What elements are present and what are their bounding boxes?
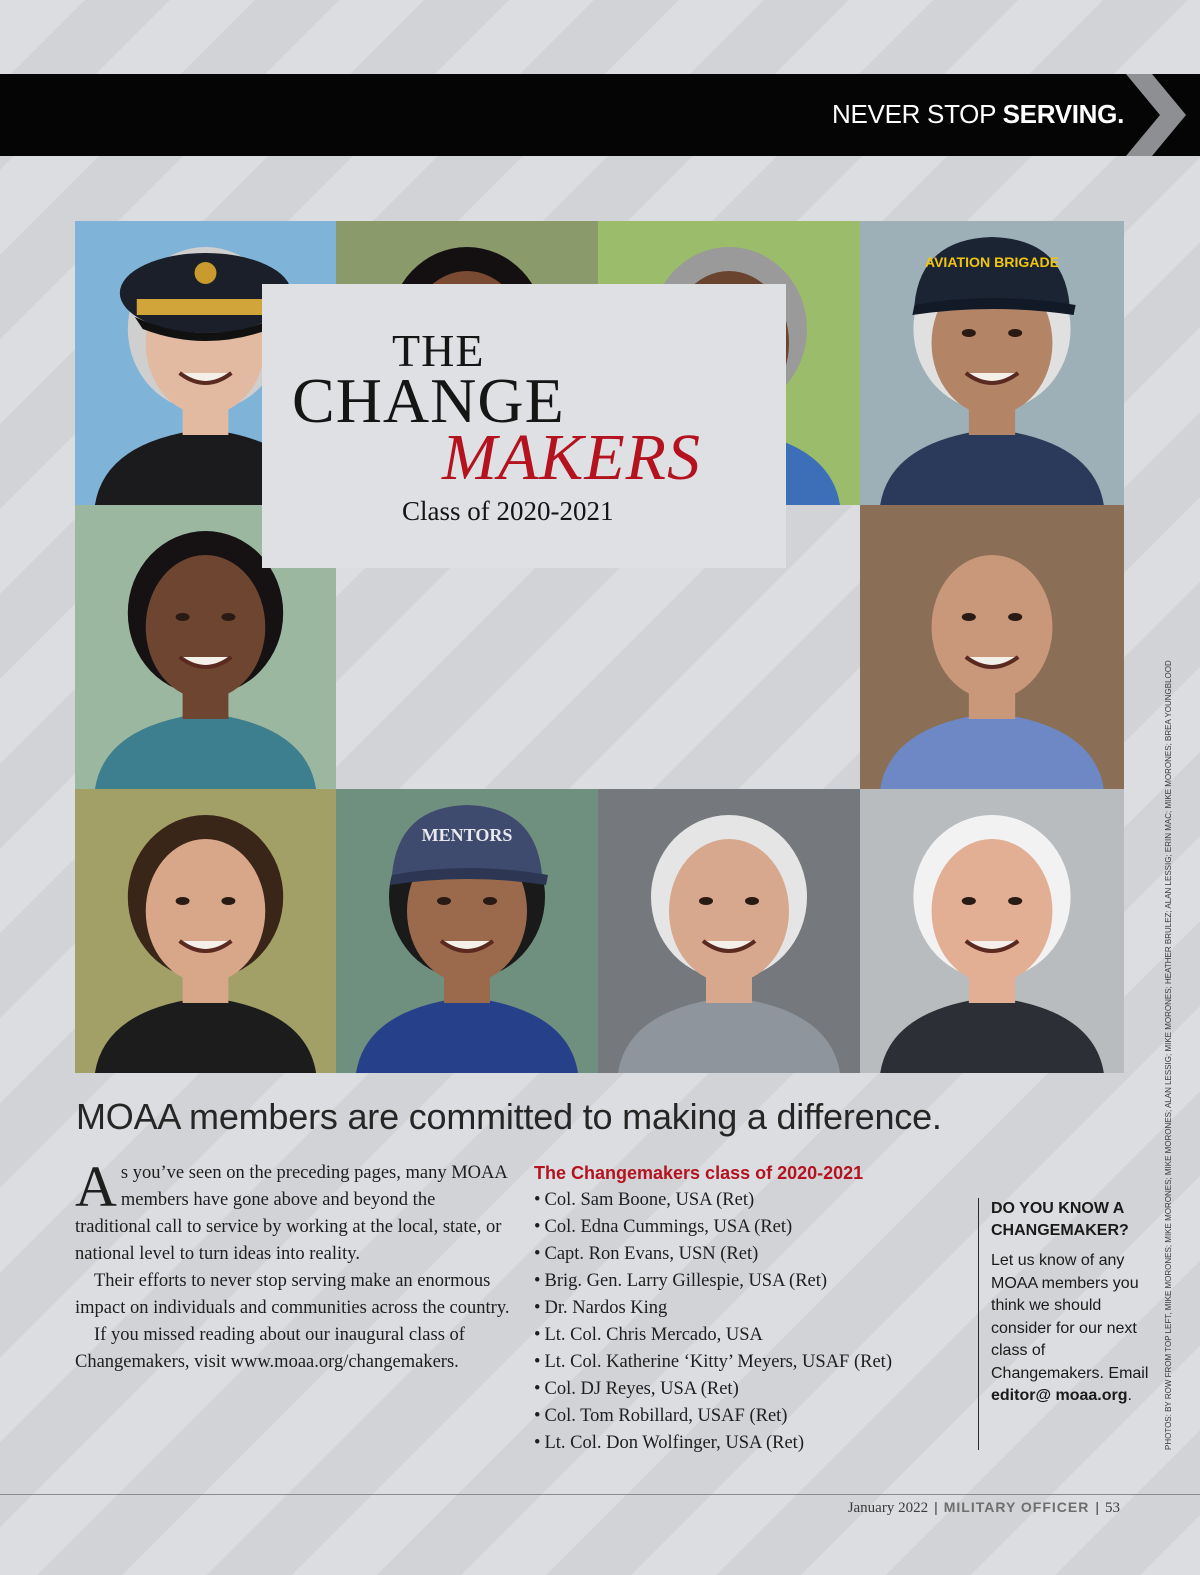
footer-date: January 2022 bbox=[847, 1500, 929, 1516]
portrait-photo bbox=[336, 789, 598, 1073]
list-item: • Col. Edna Cummings, USA (Ret) bbox=[534, 1214, 964, 1241]
list-item: • Lt. Col. Katherine ‘Kitty’ Meyers, USAF (Ret) bbox=[534, 1349, 964, 1376]
banner-text-bold: SERVING. bbox=[1002, 99, 1124, 129]
banner-text-regular: NEVER STOP bbox=[832, 99, 1003, 129]
portrait-illustration bbox=[860, 789, 1124, 1073]
list-item: • Col. DJ Reyes, USA (Ret) bbox=[534, 1376, 964, 1403]
sidebar-text bbox=[991, 1250, 1161, 1408]
footer-separator: | bbox=[934, 1499, 938, 1515]
portrait-illustration bbox=[860, 221, 1124, 505]
photo-credit: PHOTOS: BY ROW FROM TOP LEFT, MIKE MORONES; MIKE MORONES; MIKE MORONES; ALAN LESSIG; MIKE MORONES; HEATHER BRULEZ; ALAN LESSIG; ERIN MAC; MIKE MORONES; BREA YOUNGBLOOD bbox=[1164, 660, 1173, 1450]
body-text bbox=[75, 1154, 515, 1376]
footer-separator: | bbox=[1095, 1499, 1099, 1515]
footer-rule bbox=[0, 1494, 1200, 1495]
portrait-photo bbox=[860, 505, 1124, 789]
title-class: Class of 2020-2021 bbox=[402, 496, 614, 526]
list-item: • Brig. Gen. Larry Gillespie, USA (Ret) bbox=[534, 1268, 964, 1295]
list-item: • Lt. Col. Don Wolfinger, USA (Ret) bbox=[534, 1430, 964, 1457]
changemakers-list bbox=[534, 1160, 964, 1457]
list-item: • Col. Tom Robillard, USAF (Ret) bbox=[534, 1403, 964, 1430]
portrait-photo bbox=[860, 221, 1124, 505]
portrait-photo bbox=[860, 789, 1124, 1073]
list-item: • Dr. Nardos King bbox=[534, 1295, 964, 1322]
list-item: • Capt. Ron Evans, USN (Ret) bbox=[534, 1241, 964, 1268]
body-paragraph-2: Their efforts to never stop serving make an enormous impact on individuals and communities across the country. bbox=[75, 1271, 510, 1318]
svg-text:MENTORS: MENTORS bbox=[421, 825, 513, 845]
sidebar-title: DO YOU KNOW A CHANGEMAKER? bbox=[991, 1200, 1129, 1239]
portrait-illustration bbox=[336, 789, 598, 1073]
top-banner bbox=[0, 74, 1200, 156]
list-item: • Col. Sam Boone, USA (Ret) bbox=[534, 1187, 964, 1214]
body-paragraph-3: If you missed reading about our inaugural class of Changemakers, visit www.moaa.org/changemakers. bbox=[75, 1325, 465, 1372]
chevron-right-icon bbox=[1122, 74, 1186, 156]
title-the: THE bbox=[392, 325, 485, 376]
portrait-illustration bbox=[75, 789, 336, 1073]
portrait-illustration bbox=[598, 789, 860, 1073]
title-change: CHANGE bbox=[292, 365, 565, 436]
portrait-illustration bbox=[860, 505, 1124, 789]
drop-cap: A bbox=[75, 1154, 117, 1219]
headline: MOAA members are committed to making a difference. bbox=[76, 1096, 942, 1137]
sidebar-end: . bbox=[1127, 1387, 1132, 1404]
portrait-photo bbox=[75, 789, 336, 1073]
title-makers: MAKERS bbox=[442, 421, 701, 494]
portrait-photo bbox=[598, 789, 860, 1073]
footer-publication: MILITARY OFFICER bbox=[943, 1499, 1090, 1515]
list-title: The Changemakers class of 2020-2021 bbox=[534, 1163, 864, 1183]
sidebar-box bbox=[978, 1198, 1161, 1450]
banner-title bbox=[832, 96, 1124, 132]
svg-text:AVIATION BRIGADE: AVIATION BRIGADE bbox=[924, 254, 1060, 270]
changemakers-names bbox=[534, 1187, 964, 1457]
sidebar-body: Let us know of any MOAA members you think we should consider for our next class of Changemakers. Email bbox=[991, 1252, 1149, 1382]
list-item: • Lt. Col. Chris Mercado, USA bbox=[534, 1322, 964, 1349]
page-footer bbox=[848, 1499, 1120, 1517]
footer-page-number: 53 bbox=[1105, 1500, 1120, 1516]
title-panel bbox=[262, 284, 786, 568]
body-paragraph-1: s you’ve seen on the preceding pages, many MOAA members have gone above and beyond the traditional call to service by working at the local, state, or national level to turn ideas into reality. bbox=[75, 1163, 507, 1264]
sidebar-email[interactable]: editor@ moaa.org bbox=[991, 1387, 1128, 1404]
